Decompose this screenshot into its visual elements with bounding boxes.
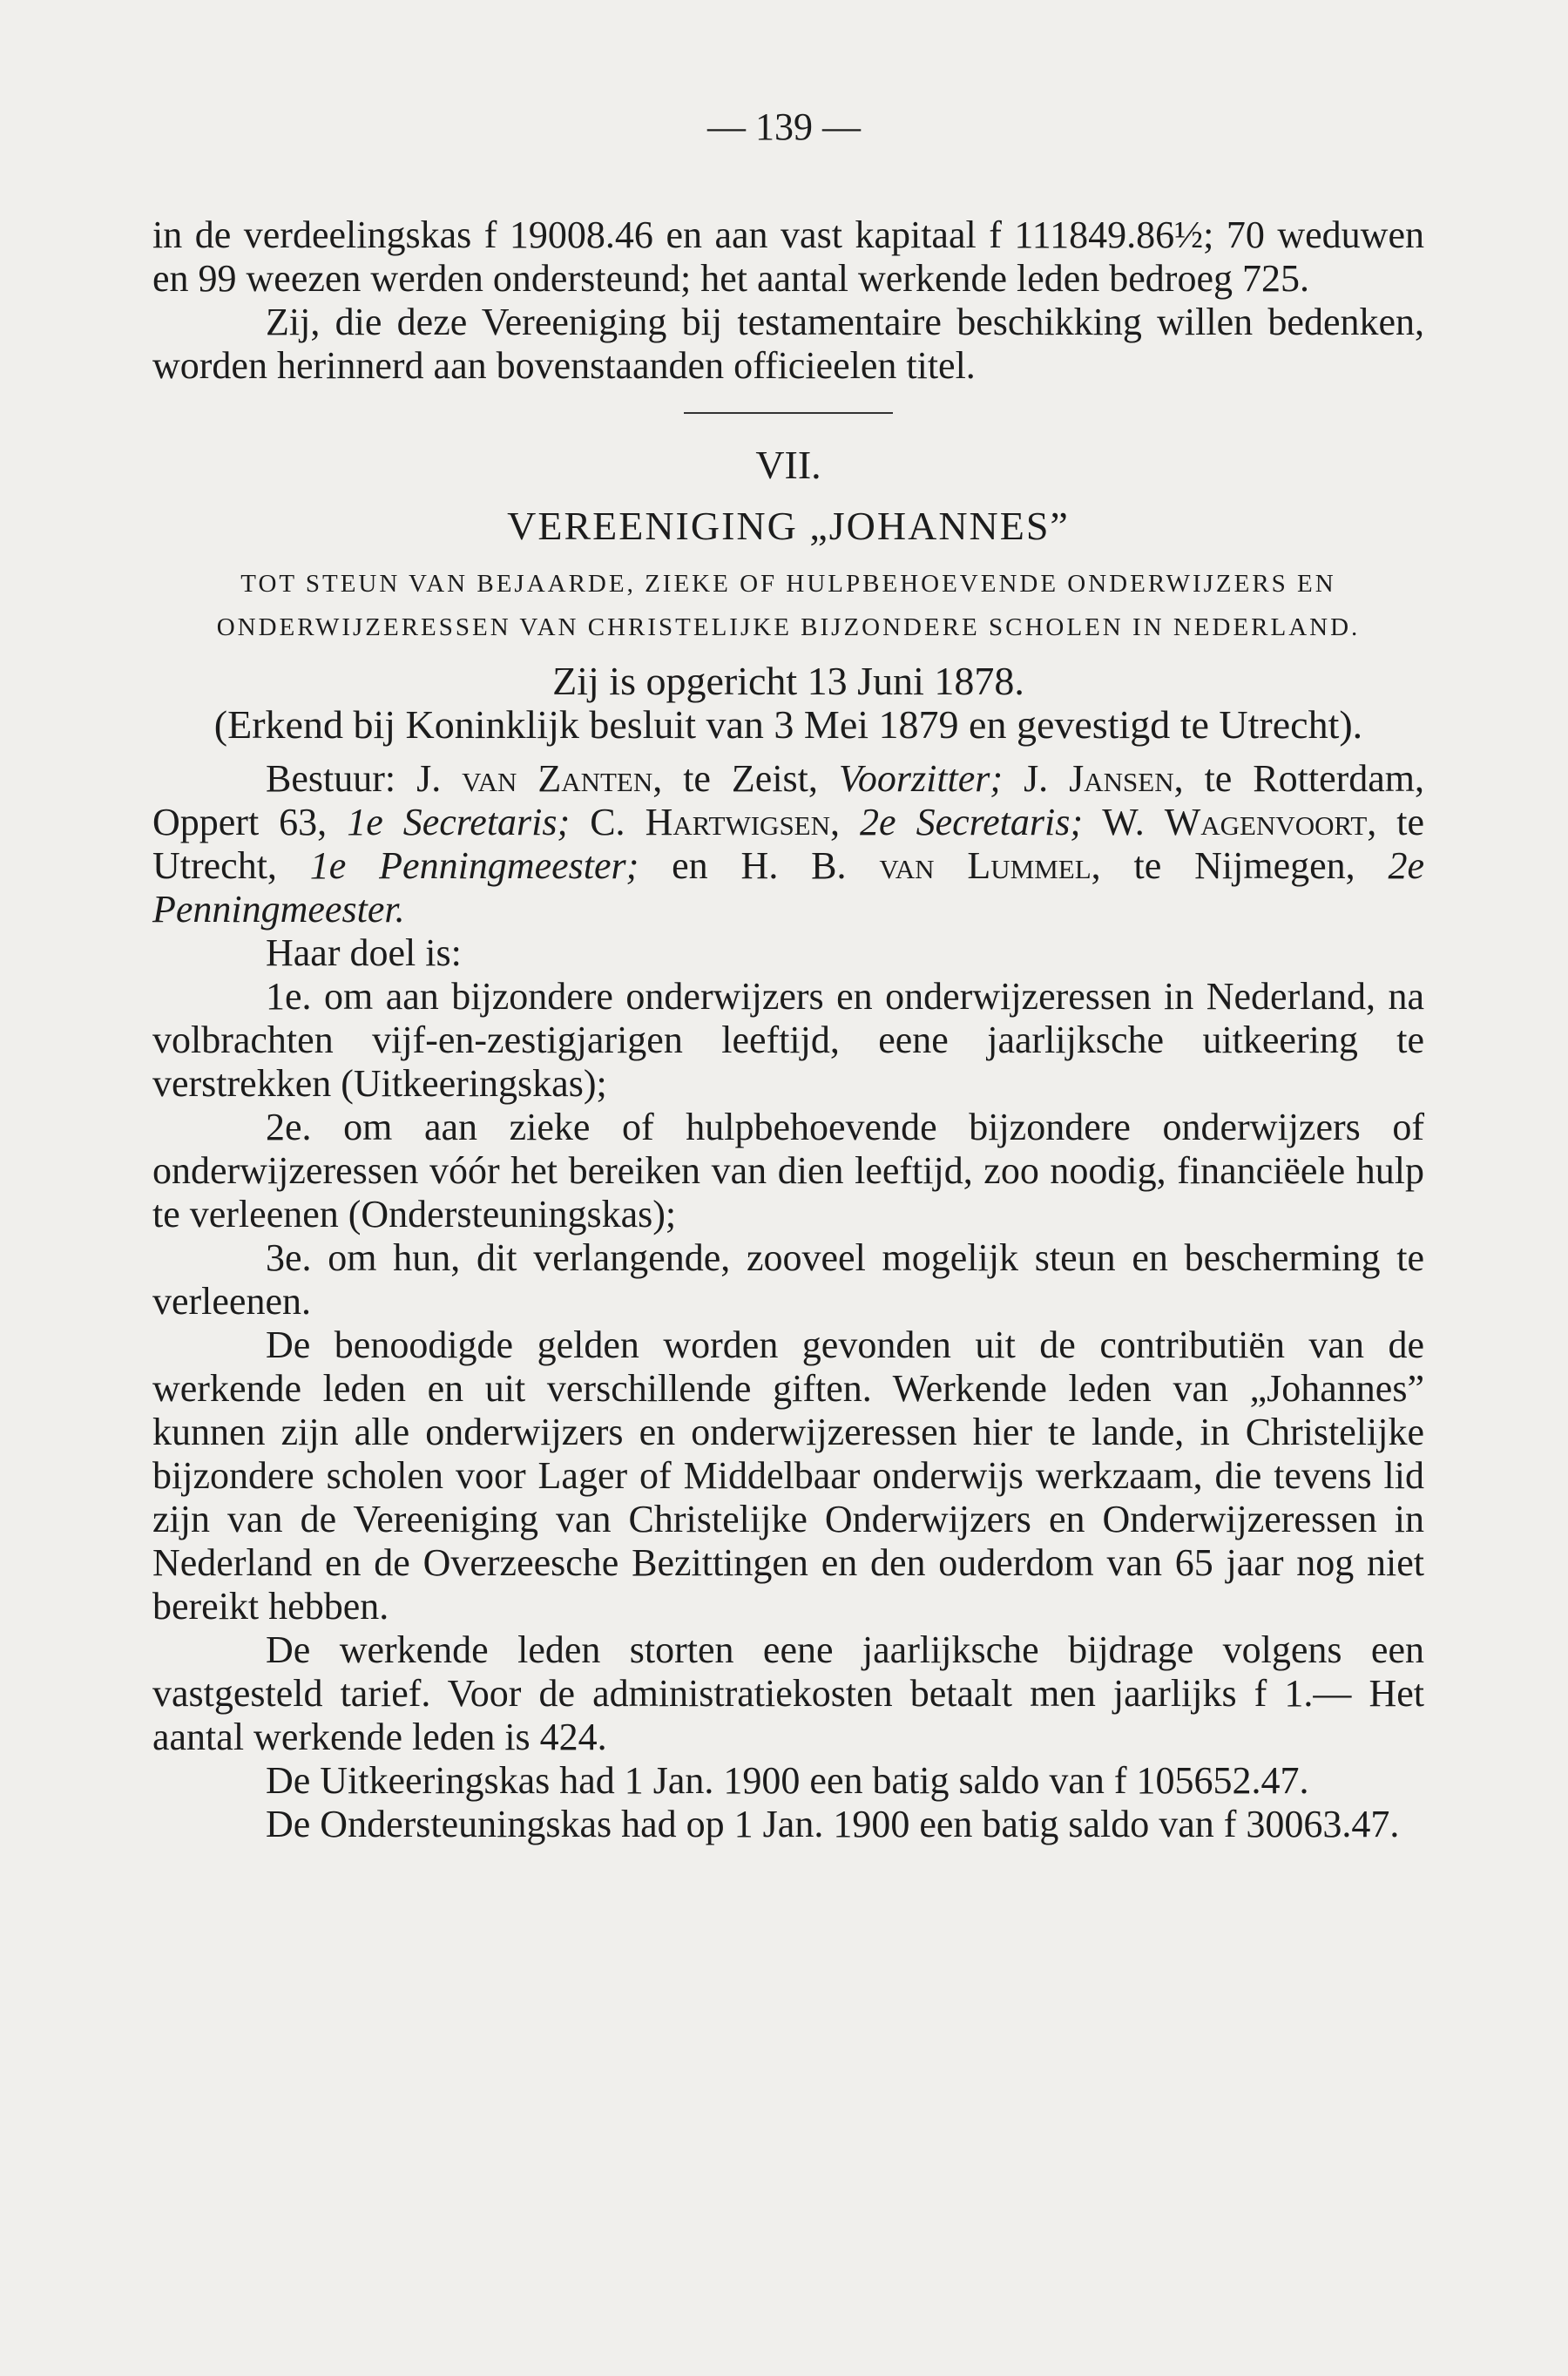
- member-place: , te Utrecht,: [152, 801, 1425, 887]
- section-numeral: VII.: [755, 443, 821, 487]
- member-initial: en H. B.: [672, 844, 847, 887]
- aim-2: 2e. om aan zieke of hulpbehoevende bijzondere onderwijzers of onderwijzeressen vóór het bereiken van dien leeftijd, zoo noodig, financiëele hulp te verleenen (Ondersteuningskas);: [152, 1106, 1424, 1235]
- contribution-paragraph: De werkende leden storten eene jaarlijksche bijdrage volgens een vastgesteld tarief. Voor de administratiekosten betaalt men jaarlijks f 1.— Het aantal werkende leden is 424.: [152, 1628, 1424, 1758]
- section-subtitle: TOT STEUN VAN BEJAARDE, ZIEKE OF HULPBEHOEVENDE ONDERWIJZERS EN ONDERWIJZERESSEN VAN CHRISTELIJKE BIJZONDERE SCHOLEN IN NEDERLAND.: [216, 570, 1361, 641]
- intro-paragraph: in de verdeelingskas f 19008.46 en aan vast kapitaal f 111849.86½; 70 weduwen en 99 weezen werden ondersteund; het aantal werkende leden bedroeg 725.: [152, 213, 1424, 300]
- uitkeeringskas-paragraph: De Uitkeeringskas had 1 Jan. 1900 een batig saldo van f 105652.47.: [266, 1759, 1309, 1802]
- aims-label: Haar doel is:: [266, 931, 462, 974]
- member-place: , te Nijmegen,: [1091, 844, 1355, 887]
- member-role: Voorzitter;: [838, 757, 1004, 800]
- member-name: Jansen: [1069, 757, 1174, 800]
- member-name: Zanten: [537, 757, 653, 800]
- board-label: Bestuur:: [266, 757, 396, 800]
- bequest-paragraph: Zij, die deze Vereeniging bij testamentaire beschikking willen bedenken, worden herinnerd aan bovenstaanden officieelen titel.: [152, 301, 1424, 387]
- member-prefix: van: [462, 757, 517, 800]
- section-divider: [684, 412, 893, 414]
- member-role: 1e Secretaris;: [347, 801, 571, 843]
- funds-paragraph: De benoodigde gelden worden gevonden uit de contributiën van de werkende leden en uit verschillende giften. Werkende leden van „Johannes” kunnen zijn alle onderwijzers en onderwijzeressen hier te lande, in Christelijke bijzondere scholen voor Lager of Middelbaar onderwijs werkzaam, die tevens lid zijn van de Vereeniging van Christelijke Onderwijzers en Onderwijzeressen in Nederland en de Overzeesche Bezittingen en den ouderdom van 65 jaar nog niet bereikt hebben.: [152, 1323, 1424, 1628]
- board-paragraph: Bestuur: J. van Zanten, te Zeist, Voorzitter; J. Jansen, te Rotterdam, Oppert 63, 1e Secretaris; C. Hartwigsen, 2e Secretaris; W. Wagenvoort, te Utrecht, 1e Penningmeester; en H. B. van Lummel, te Nijmegen, 2e Penningmeester.: [152, 757, 1425, 931]
- member-name: Hartwigsen: [645, 801, 831, 843]
- recognized-line: (Erkend bij Koninklijk besluit van 3 Mei 1879 en gevestigd te Utrecht).: [213, 702, 1363, 747]
- section-title: VEREENIGING „JOHANNES”: [507, 504, 1070, 548]
- member-role: 2e Penningmeester.: [152, 844, 1425, 931]
- member-initial: C.: [590, 801, 625, 843]
- member-place: , te Rotterdam, Oppert 63,: [152, 757, 1425, 843]
- member-role: 2e Secretaris;: [860, 801, 1083, 843]
- page-number: — 139 —: [707, 105, 861, 148]
- member-prefix: van: [879, 844, 935, 887]
- member-name: Lummel: [967, 844, 1092, 887]
- founded-line: Zij is opgericht 13 Juni 1878.: [552, 659, 1024, 703]
- aim-3: 3e. om hun, dit verlangende, zooveel mogelijk steun en bescherming te verleenen.: [152, 1236, 1424, 1323]
- member-initial: J.: [416, 757, 442, 800]
- member-place: , te Zeist,: [652, 757, 818, 800]
- page-body: [152, 213, 1424, 1846]
- ondersteuningskas-paragraph: De Ondersteuningskas had op 1 Jan. 1900 een batig saldo van f 30063.47.: [266, 1803, 1400, 1845]
- member-name: Wagenvoort: [1164, 801, 1368, 843]
- member-initial: W.: [1102, 801, 1145, 843]
- member-initial: J.: [1024, 757, 1049, 800]
- aim-1: 1e. om aan bijzondere onderwijzers en onderwijzeressen in Nederland, na volbrachten vijf-en-zestigjarigen leeftijd, eene jaarlijksche uitkeering te verstrekken (Uitkeeringskas);: [152, 975, 1424, 1105]
- member-role: 1e Penningmeester;: [309, 844, 639, 887]
